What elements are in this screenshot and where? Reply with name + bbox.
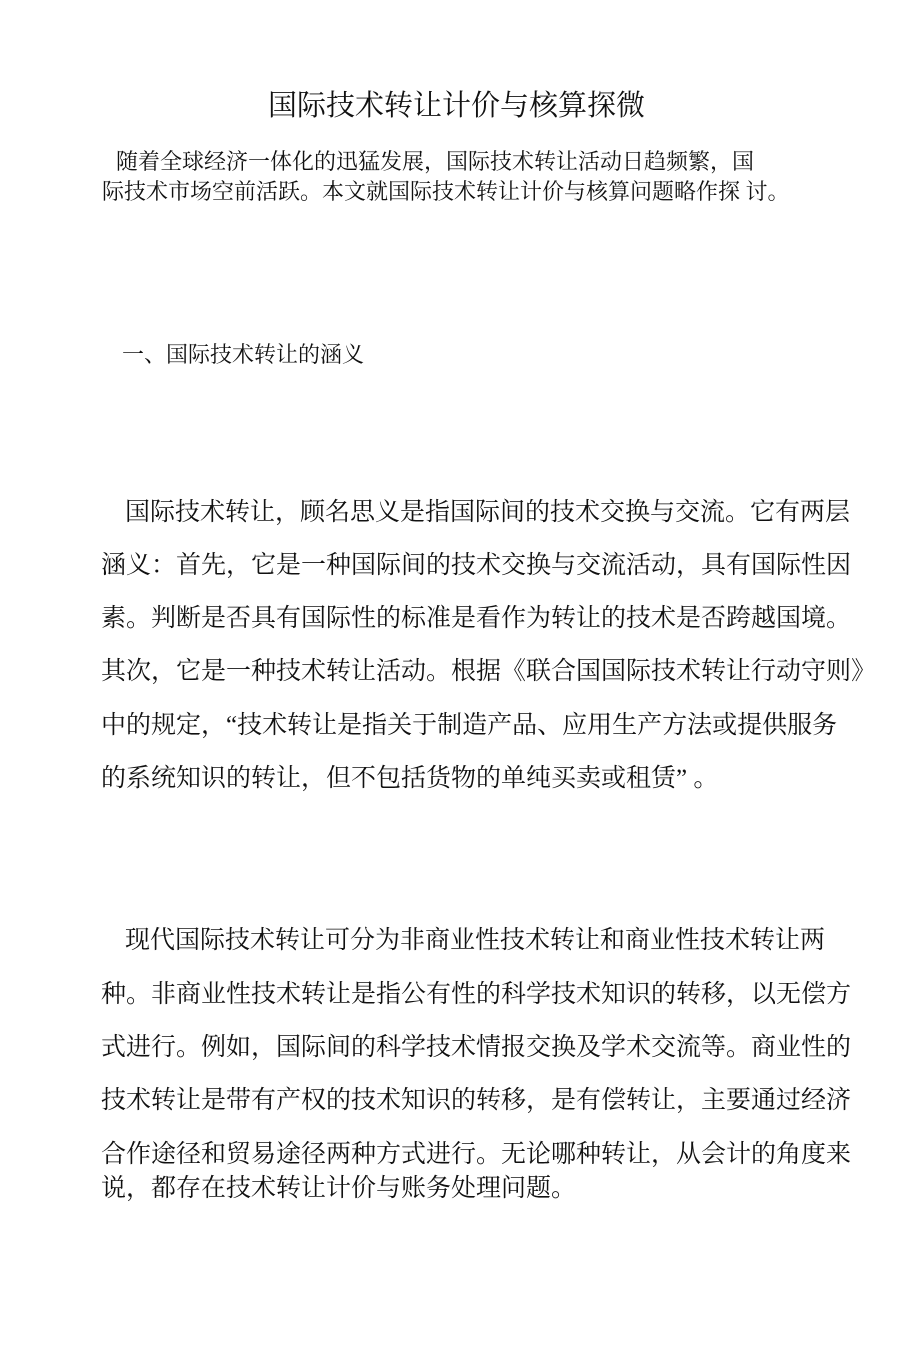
intro-line: 际技术市场空前活跃。本文就国际技术转让计价与核算问题略作探 讨。 bbox=[102, 179, 790, 204]
paragraph-line: 中的规定，“技术转让是指关于制造产品、应用生产方法或提供服务 bbox=[101, 712, 838, 739]
paragraph-line: 技术转让是带有产权的技术知识的转移，是有偿转让，主要通过经济 bbox=[101, 1087, 852, 1114]
paragraph-line: 合作途径和贸易途径两种方式进行。无论哪种转让，从会计的角度来 bbox=[101, 1141, 852, 1168]
paragraph-line: 的系统知识的转让，但不包括货物的单纯买卖或租赁” 。 bbox=[101, 765, 719, 792]
paragraph-line: 涵义：首先，它是一种国际间的技术交换与交流活动，具有国际性因 bbox=[101, 552, 852, 579]
paragraph-line: 说，都存在技术转让计价与账务处理问题。 bbox=[101, 1175, 577, 1202]
paragraph-line: 素。判断是否具有国际性的标准是看作为转让的技术是否跨越国境。 bbox=[101, 605, 852, 632]
paragraph-line: 现代国际技术转让可分为非商业性技术转让和商业性技术转让两 bbox=[125, 927, 826, 954]
paragraph-line: 式进行。例如，国际间的科学技术情报交换及学术交流等。商业性的 bbox=[101, 1034, 852, 1061]
paragraph-line: 其次，它是一种技术转让活动。根据《联合国国际技术转让行动守则》 bbox=[101, 658, 877, 685]
paragraph-line: 国际技术转让，顾名思义是指国际间的技术交换与交流。它有两层 bbox=[125, 499, 851, 526]
paragraph-line: 种。非商业性技术转让是指公有性的科学技术知识的转移，以无偿方 bbox=[101, 981, 852, 1008]
document-title: 国际技术转让计价与核算探微 bbox=[268, 90, 646, 122]
intro-line: 随着全球经济一体化的迅猛发展，国际技术转让活动日趋频繁，国 bbox=[116, 149, 755, 174]
section-heading: 一、国际技术转让的涵义 bbox=[122, 342, 365, 367]
